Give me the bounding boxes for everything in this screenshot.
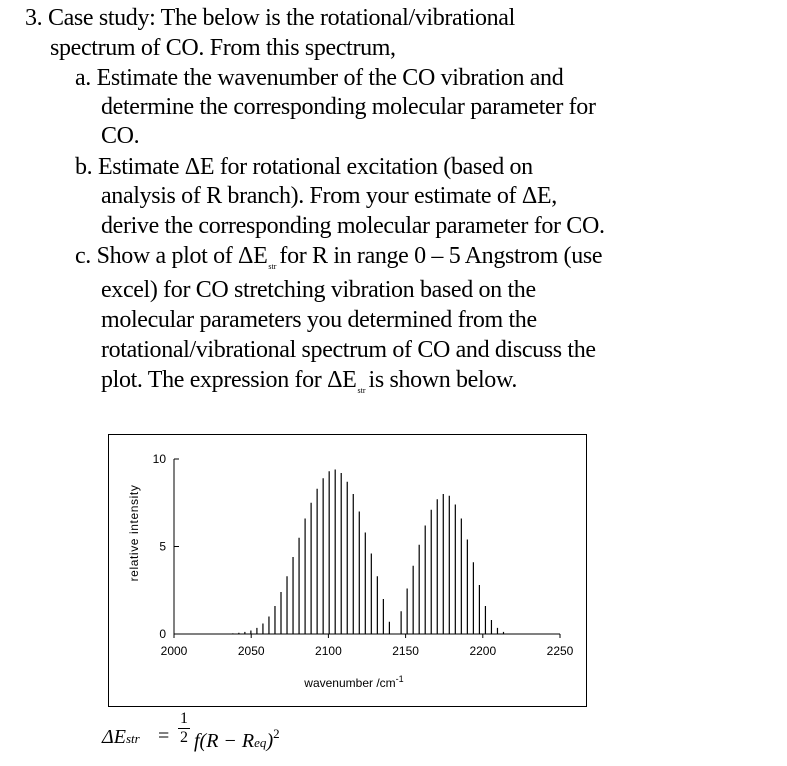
formula-lhs [102,726,140,749]
part-b-line: b. Estimate ΔE for rotational excitation (based on [75,154,533,180]
formula-lhs-subscript: str [125,731,140,746]
x-axis-label-text: wavenumber /cm [304,676,396,690]
part-c-text: plot. The expression for ΔE [101,367,357,393]
part-a-line: determine the corresponding molecular parameter for [101,94,596,120]
y-tick-label: 0 [159,627,166,641]
part-b-line: derive the corresponding molecular parameter for CO. [101,213,605,239]
formula-equals: = [158,725,170,747]
x-tick-label: 2200 [469,644,497,658]
x-tick-label: 2000 [160,644,188,658]
spectrum-chart [109,435,588,708]
delta-e-subscript: str [268,262,277,271]
part-a-line: a. Estimate the wavenumber of the CO vibration and [75,65,564,91]
formula-rhs-subscript: eq [254,735,267,750]
formula-fraction [177,710,191,747]
formula-denominator: 2 [180,729,188,746]
question-line: spectrum of CO. From this spectrum, [50,35,396,61]
part-a-line: CO. [101,123,140,149]
formula-rhs-exponent: 2 [273,726,280,741]
y-tick-label: 10 [152,452,166,466]
part-c-line: excel) for CO stretching vibration based on the [101,277,536,303]
spectrum-figure [108,434,587,707]
y-tick-label: 5 [159,539,166,554]
part-b-line: analysis of R branch). From your estimate of ΔE, [101,183,557,209]
part-c-line [101,365,517,406]
x-axis-label-exponent: -1 [395,674,404,684]
formula-lhs-symbol: ΔE [102,726,126,748]
part-c-text: c. Show a plot of ΔE [75,243,268,269]
delta-e-subscript: str [357,386,366,395]
formula-rhs-main: f(R − R [194,730,255,752]
energy-formula [102,710,302,760]
x-tick-label: 2050 [237,644,265,658]
formula-rhs-close: ) [266,730,274,752]
x-tick-label: 2250 [546,644,574,658]
x-tick-label: 2100 [315,644,342,658]
formula-numerator: 1 [180,710,188,727]
formula-rhs [194,726,280,753]
y-axis-label: relative intensity [127,484,141,582]
question-heading: 3. Case study: The below is the rotational/vibrational [25,5,515,31]
part-c-line: molecular parameters you determined from the [101,307,537,333]
part-c-text: is shown below. [368,367,518,393]
part-c-text: for R in range 0 – 5 Angstrom (use [279,243,603,269]
part-c-line: rotational/vibrational spectrum of CO and discuss the [101,337,596,363]
x-tick-label: 2150 [392,644,419,658]
x-axis-label [303,674,403,690]
